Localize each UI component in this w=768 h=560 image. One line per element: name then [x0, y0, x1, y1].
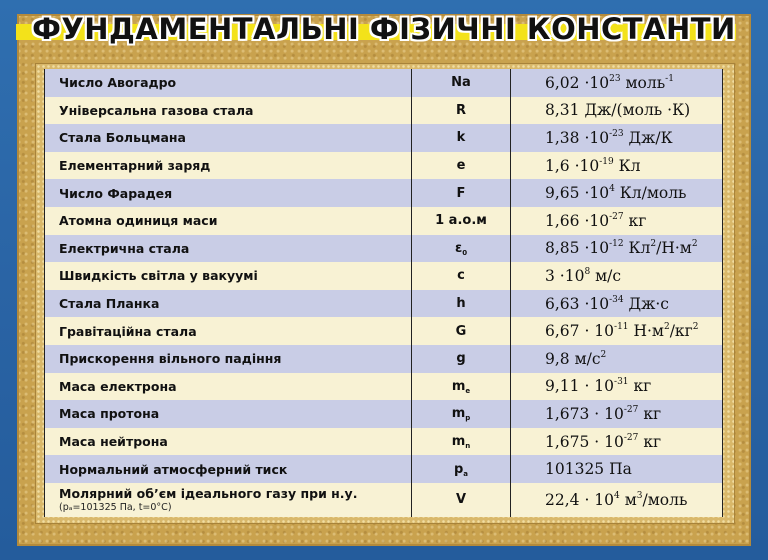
value-cell — [511, 317, 723, 345]
value-cell — [511, 179, 723, 207]
table-row — [45, 69, 723, 97]
value-unit: Дж/К — [623, 128, 673, 147]
constant-symbol: F — [456, 185, 466, 201]
constant-symbol: h — [456, 296, 466, 312]
name-cell — [45, 124, 412, 152]
table-row — [45, 290, 723, 318]
value-main: 8,31 Дж/(моль ·К) — [545, 101, 691, 120]
symbol-cell — [412, 345, 511, 373]
value-exponent: -12 — [609, 239, 624, 250]
constant-name: Маса протона — [59, 406, 160, 422]
table-row — [45, 124, 723, 152]
value-cell — [511, 455, 723, 483]
value-main: 8,85 ·10 — [545, 239, 610, 258]
name-cell — [45, 455, 412, 483]
value-cell — [511, 69, 723, 97]
unit-tail-exponent: 2 — [691, 239, 698, 250]
value-cell — [511, 235, 723, 263]
table-row — [45, 235, 723, 263]
symbol-subscript: n — [465, 442, 471, 451]
constant-symbol: p — [453, 461, 464, 477]
value-main: 9,8 м/с — [545, 349, 601, 368]
name-cell — [45, 317, 412, 345]
constant-name: Число Фарадея — [59, 185, 173, 201]
unit-exponent: 2 — [650, 239, 657, 250]
value-unit: Н·м — [628, 322, 664, 341]
name-cell — [45, 400, 412, 428]
symbol-cell — [412, 373, 511, 401]
value-exponent: 8 — [584, 266, 591, 277]
table-row — [45, 373, 723, 401]
value-unit: м — [619, 490, 637, 509]
value-exponent: -19 — [599, 156, 614, 167]
name-cell — [45, 179, 412, 207]
value-main: 9,11 · 10 — [545, 377, 615, 396]
value-cell — [511, 483, 723, 517]
table-row — [45, 97, 723, 125]
unit-exponent: 2 — [663, 322, 670, 333]
constant-name: Стала Больцмана — [59, 130, 186, 146]
constant-name: Прискорення вільного падіння — [59, 351, 282, 367]
table-row — [45, 179, 723, 207]
symbol-cell — [412, 290, 511, 318]
value-main: 1,66 ·10 — [545, 211, 610, 230]
constant-symbol: V — [455, 492, 467, 508]
value-exponent: -34 — [609, 294, 624, 305]
symbol-cell — [412, 235, 511, 263]
value-exponent: -27 — [623, 432, 639, 443]
constant-symbol: R — [455, 102, 466, 118]
value-unit: моль — [620, 73, 666, 92]
name-cell — [45, 97, 412, 125]
constant-symbol: m — [451, 406, 466, 422]
table-row — [45, 207, 723, 235]
table-row — [45, 317, 723, 345]
table-row — [45, 428, 723, 456]
value-exponent: -27 — [609, 211, 624, 222]
name-cell — [45, 428, 412, 456]
table-row — [45, 345, 723, 373]
value-cell — [511, 345, 723, 373]
value-exponent: 23 — [609, 73, 621, 84]
value-main: 22,4 · 10 — [545, 490, 615, 509]
value-unit: Кл — [613, 156, 641, 175]
symbol-subscript: p — [465, 414, 471, 423]
name-cell — [45, 235, 412, 263]
value-unit-tail: /Н·м — [656, 239, 692, 258]
constant-name: Молярний об’єм ідеального газу при н.у. — [59, 486, 358, 502]
value-unit-tail: /кг — [669, 322, 693, 341]
symbol-cell — [412, 428, 511, 456]
constant-name: Елементарний заряд — [59, 158, 211, 174]
table-row — [45, 262, 723, 290]
value-unit: кг — [623, 211, 647, 230]
constant-symbol: c — [457, 268, 465, 284]
value-cell — [511, 373, 723, 401]
value-main: 1,38 ·10 — [545, 128, 610, 147]
value-main: 1,673 · 10 — [545, 404, 624, 423]
symbol-cell — [412, 262, 511, 290]
value-unit: м/с — [590, 266, 622, 285]
symbol-cell — [412, 455, 511, 483]
symbol-cell — [412, 152, 511, 180]
constant-symbol: ε — [454, 240, 463, 256]
value-cell — [511, 400, 723, 428]
constant-name: Нормальний атмосферний тиск — [59, 461, 288, 477]
value-cell — [511, 290, 723, 318]
symbol-subscript: 0 — [462, 248, 468, 257]
value-unit: кг — [638, 404, 662, 423]
value-unit: Кл/моль — [614, 184, 687, 203]
name-cell — [45, 373, 412, 401]
constant-name: Маса електрона — [59, 378, 177, 394]
name-cell — [45, 290, 412, 318]
value-main: 6,02 ·10 — [545, 73, 610, 92]
value-cell — [511, 207, 723, 235]
constant-name: Маса нейтрона — [59, 434, 168, 450]
constant-name: Атомна одиниця маси — [59, 213, 218, 229]
value-exponent: 4 — [609, 184, 615, 195]
constant-symbol: g — [456, 351, 466, 367]
table-row — [45, 483, 723, 517]
page-title: ФУНДАМЕНТАЛЬНІ ФІЗИЧНІ КОНСТАНТИ — [32, 12, 736, 46]
value-cell — [511, 262, 723, 290]
constant-symbol: e — [456, 158, 466, 174]
name-cell — [45, 69, 412, 97]
symbol-subscript: a — [463, 469, 469, 478]
constant-symbol: k — [456, 130, 466, 146]
constant-name: Гравітаційна стала — [59, 323, 197, 339]
symbol-cell — [412, 207, 511, 235]
constant-symbol: m — [451, 434, 466, 450]
constant-symbol: Na — [451, 75, 471, 91]
unit-tail-exponent: 2 — [692, 322, 699, 333]
unit-exponent: 3 — [636, 490, 643, 501]
value-unit: Дж·с — [623, 294, 669, 313]
value-main: 6,63 ·10 — [545, 294, 610, 313]
constant-symbol: G — [455, 323, 467, 339]
symbol-cell — [412, 124, 511, 152]
value-cell — [511, 428, 723, 456]
constant-name: Універсальна газова стала — [59, 102, 254, 118]
value-cell — [511, 124, 723, 152]
constant-note: (pₐ=101325 Па, t=0°C) — [59, 502, 172, 514]
symbol-cell — [412, 97, 511, 125]
value-unit: кг — [628, 377, 652, 396]
value-unit: Кл — [623, 239, 651, 258]
value-exponent: -11 — [614, 322, 629, 333]
constant-name: Електрична стала — [59, 240, 190, 256]
value-main: 1,675 · 10 — [545, 432, 624, 451]
value-main: 1,6 ·10 — [545, 156, 600, 175]
value-main: 3 ·10 — [545, 266, 585, 285]
value-main: 101325 Па — [545, 460, 632, 479]
table-row — [45, 400, 723, 428]
value-exponent: -31 — [614, 377, 629, 388]
value-exponent: 4 — [614, 490, 620, 501]
value-main: 6,67 · 10 — [545, 322, 615, 341]
constant-name: Стала Планка — [59, 296, 160, 312]
constant-name: Швидкість світла у вакуумі — [59, 268, 258, 284]
name-cell — [45, 483, 412, 517]
unit-exponent: -1 — [665, 73, 674, 84]
table-row — [45, 455, 723, 483]
table-row — [45, 152, 723, 180]
symbol-cell — [412, 179, 511, 207]
constants-table — [44, 69, 723, 517]
constant-symbol: 1 а.о.м — [435, 213, 487, 229]
name-cell — [45, 207, 412, 235]
constant-symbol: m — [451, 378, 466, 394]
name-cell — [45, 262, 412, 290]
value-cell — [511, 97, 723, 125]
symbol-cell — [412, 317, 511, 345]
value-exponent: 2 — [600, 349, 607, 360]
constant-name: Число Авогадро — [59, 75, 177, 91]
name-cell — [45, 345, 412, 373]
symbol-cell — [412, 69, 511, 97]
value-unit: кг — [638, 432, 662, 451]
value-cell — [511, 152, 723, 180]
symbol-subscript: e — [465, 386, 471, 395]
value-exponent: -27 — [623, 404, 639, 415]
symbol-cell — [412, 483, 511, 517]
value-main: 9,65 ·10 — [545, 184, 610, 203]
value-exponent: -23 — [609, 128, 624, 139]
name-cell — [45, 152, 412, 180]
symbol-cell — [412, 400, 511, 428]
value-unit-tail: /моль — [642, 490, 688, 509]
